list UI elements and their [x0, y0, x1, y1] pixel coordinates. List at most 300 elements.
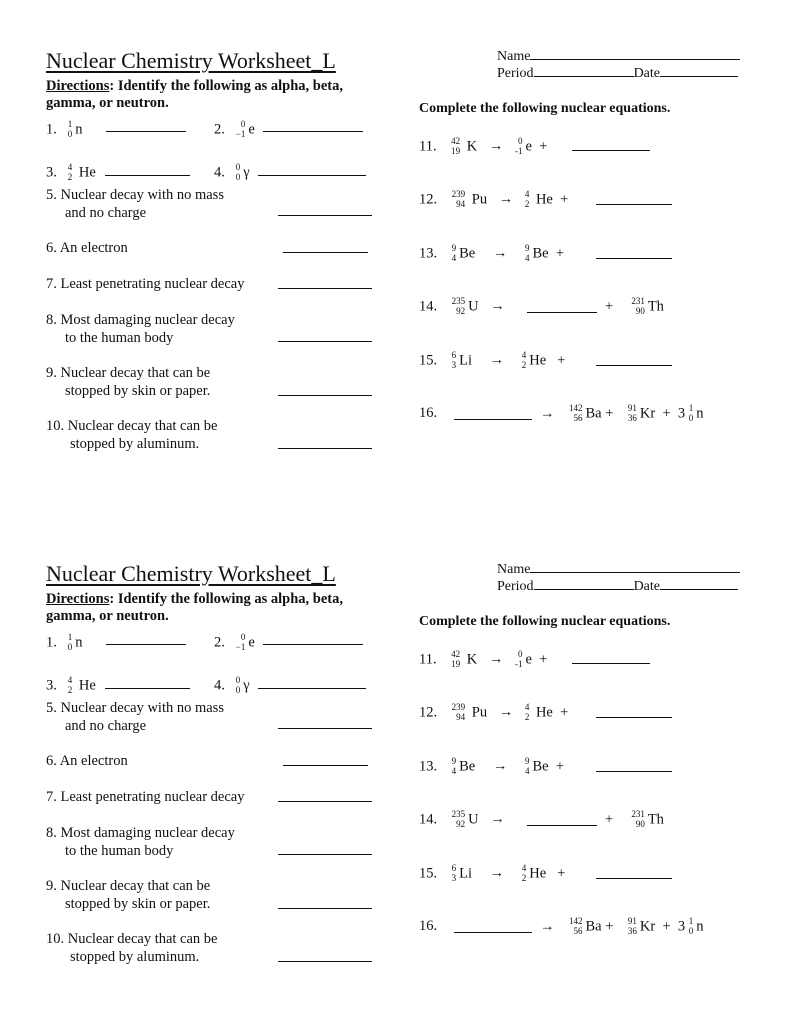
- question-text: stopped by aluminum.: [70, 949, 200, 965]
- equation-12: [419, 703, 568, 723]
- plus-sign: +: [560, 704, 569, 721]
- answer-line-4[interactable]: [258, 175, 366, 176]
- plus-sign: +: [557, 352, 566, 369]
- equation-number: 16.: [419, 918, 438, 934]
- symbol: γ: [243, 164, 250, 181]
- equation-14-blank[interactable]: [527, 312, 597, 313]
- equation-number: 11.: [419, 651, 437, 668]
- nuclide-number: 239: [451, 189, 466, 199]
- equation-15-blank[interactable]: [596, 365, 672, 366]
- nuclide-number: 4: [67, 675, 73, 685]
- nuclide-number: 0: [235, 172, 241, 182]
- reaction-arrow: →: [490, 298, 505, 315]
- plus-sign: +: [539, 651, 548, 668]
- symbol: Ba: [585, 918, 602, 935]
- directions: [46, 591, 343, 608]
- question-4: [214, 676, 250, 696]
- question-text: 10. Nuclear decay that can be: [46, 418, 218, 434]
- nuclide-number: 4: [451, 766, 457, 776]
- period-label: Period: [497, 66, 534, 81]
- nuclide-number: 0: [240, 119, 246, 129]
- question-1: [46, 120, 83, 140]
- answer-line-10[interactable]: [278, 961, 372, 962]
- nuclide-number: 0: [235, 675, 241, 685]
- nuclide-number: 3: [451, 360, 457, 370]
- symbol: γ: [243, 677, 250, 694]
- nuclide-notation: [631, 296, 645, 316]
- nuclide-number: 1: [67, 632, 73, 642]
- question-text: 8. Most damaging nuclear decay: [46, 312, 235, 328]
- nuclide-notation: [452, 189, 466, 209]
- nuclide-number: −1: [235, 129, 246, 139]
- question-text: to the human body: [65, 330, 174, 346]
- question-text: 7. Least penetrating nuclear decay: [46, 276, 245, 292]
- symbol: Li: [459, 352, 473, 369]
- nuclide-number: 0: [235, 685, 241, 695]
- nuclide-number: 42: [451, 649, 461, 659]
- symbol: K: [466, 651, 478, 668]
- worksheet-bottom: [0, 513, 791, 1024]
- symbol: He: [529, 352, 547, 369]
- answer-line-8[interactable]: [278, 854, 372, 855]
- nuclide-number: 4: [521, 350, 527, 360]
- reaction-arrow: →: [540, 405, 555, 422]
- nuclide-number: 235: [451, 809, 466, 819]
- nuclide-number: 9: [524, 756, 530, 766]
- question-number: 4.: [214, 677, 225, 694]
- equation-14: [419, 810, 513, 830]
- question-3: [46, 676, 96, 696]
- question-text: 10. Nuclear decay that can be: [46, 931, 218, 947]
- equation-number: 13.: [419, 245, 438, 262]
- nuclide-number: 94: [456, 199, 466, 209]
- date-field[interactable]: [660, 65, 738, 77]
- question-number: 2.: [214, 634, 225, 651]
- answer-line-10[interactable]: [278, 448, 372, 449]
- reaction-arrow: →: [489, 352, 505, 369]
- plus-sign: +: [662, 405, 671, 422]
- nuclide-number: 235: [451, 296, 466, 306]
- equation-number: 14.: [419, 811, 438, 828]
- nuclide-number: 142: [569, 403, 583, 413]
- answer-line-5[interactable]: [278, 215, 372, 216]
- nuclide-number: 2: [521, 360, 527, 370]
- equation-number: 12.: [419, 704, 438, 721]
- question-9: [46, 364, 210, 400]
- nuclide-notation: [689, 916, 694, 936]
- directions: [46, 78, 343, 95]
- reaction-arrow: →: [488, 138, 504, 155]
- answer-line-7[interactable]: [278, 801, 372, 802]
- nuclide-number: 2: [524, 199, 530, 209]
- nuclide-notation: [515, 649, 523, 669]
- plus-sign: +: [539, 138, 548, 155]
- coefficient: 3: [677, 405, 686, 422]
- equation-12: [419, 190, 568, 210]
- question-text: 8. Most damaging nuclear decay: [46, 825, 235, 841]
- equation-16: [419, 917, 437, 935]
- question-9: [46, 877, 210, 913]
- question-text: 5. Nuclear decay with no mass: [46, 700, 224, 716]
- nuclide-notation: [569, 403, 583, 423]
- symbol: Be: [459, 758, 476, 775]
- name-field[interactable]: [530, 48, 740, 60]
- nuclide-number: 0: [688, 926, 694, 936]
- question-text: 9. Nuclear decay that can be: [46, 365, 211, 381]
- nuclide-notation: [522, 863, 527, 883]
- date-label: Date: [633, 66, 660, 81]
- nuclide-number: 142: [569, 916, 583, 926]
- name-period-date: [497, 561, 740, 595]
- nuclide-notation: [522, 350, 527, 370]
- complete-heading: Complete the following nuclear equations.: [419, 101, 671, 116]
- nuclide-number: -1: [514, 659, 523, 669]
- equation-13: [419, 757, 564, 777]
- nuclide-notation: [628, 916, 637, 936]
- nuclide-number: -1: [514, 146, 523, 156]
- reaction-arrow: →: [498, 704, 514, 721]
- answer-line-3[interactable]: [105, 175, 190, 176]
- equation-16: [419, 404, 437, 422]
- nuclide-notation: [452, 296, 466, 316]
- question-3: [46, 163, 96, 183]
- directions-text-2: gamma, or neutron.: [46, 608, 169, 624]
- symbol: Th: [647, 298, 664, 315]
- symbol: e: [525, 651, 532, 668]
- nuclide-number: 2: [524, 712, 530, 722]
- symbol: e: [248, 121, 255, 138]
- nuclide-number: 2: [521, 873, 527, 883]
- symbol: n: [696, 405, 704, 422]
- symbol: Th: [647, 811, 664, 828]
- question-number: 1.: [46, 634, 57, 651]
- symbol: Pu: [471, 191, 488, 208]
- plus-sign: +: [605, 918, 614, 935]
- equation-number: 14.: [419, 298, 438, 315]
- nuclide-notation: [451, 136, 460, 156]
- nuclide-number: 36: [627, 926, 637, 936]
- question-text: and no charge: [65, 718, 147, 734]
- nuclide-notation: [515, 136, 523, 156]
- equation-14-blank[interactable]: [527, 825, 597, 826]
- nuclide-number: 239: [451, 702, 466, 712]
- complete-heading: Complete the following nuclear equations.: [419, 614, 671, 629]
- nuclide-number: 4: [521, 863, 527, 873]
- symbol: Ba: [585, 405, 602, 422]
- nuclide-notation: [525, 756, 530, 776]
- nuclide-number: 0: [517, 136, 523, 146]
- nuclide-notation: [628, 403, 637, 423]
- question-number: 4.: [214, 164, 225, 181]
- equation-16-products: [540, 917, 704, 937]
- nuclide-notation: [452, 756, 457, 776]
- equation-number: 16.: [419, 405, 438, 421]
- reaction-arrow: →: [492, 758, 508, 775]
- symbol: n: [696, 918, 704, 935]
- equation-15: [419, 351, 565, 371]
- answer-line-3[interactable]: [105, 688, 190, 689]
- symbol: U: [468, 811, 479, 828]
- nuclide-number: 1: [688, 403, 694, 413]
- name-label: Name: [497, 49, 531, 64]
- nuclide-number: 0: [67, 642, 73, 652]
- plus-sign: +: [605, 811, 614, 828]
- equation-14-product: [605, 297, 664, 317]
- nuclide-number: 9: [524, 243, 530, 253]
- answer-line-5[interactable]: [278, 728, 372, 729]
- nuclide-notation: [452, 702, 466, 722]
- question-5: [46, 699, 224, 735]
- nuclide-number: 4: [524, 766, 530, 776]
- nuclide-notation: [236, 119, 246, 139]
- symbol: Pu: [471, 704, 488, 721]
- nuclide-number: 0: [67, 129, 73, 139]
- symbol: He: [535, 191, 553, 208]
- reaction-arrow: →: [492, 245, 508, 262]
- equation-number: 11.: [419, 138, 437, 155]
- equation-11: [419, 650, 547, 670]
- nuclide-number: 9: [451, 756, 457, 766]
- question-text: stopped by skin or paper.: [65, 383, 211, 399]
- symbol: He: [78, 677, 96, 694]
- nuclide-number: 4: [524, 702, 530, 712]
- symbol: Li: [459, 865, 473, 882]
- nuclide-number: 4: [524, 253, 530, 263]
- nuclide-number: 4: [67, 162, 73, 172]
- equation-14: [419, 297, 513, 317]
- answer-line-7[interactable]: [278, 288, 372, 289]
- question-number: 3.: [46, 164, 57, 181]
- plus-sign: +: [555, 758, 565, 775]
- directions-label: Directions: [46, 78, 110, 94]
- answer-line-6[interactable]: [283, 252, 368, 253]
- question-4: [214, 163, 250, 183]
- nuclide-number: 19: [451, 146, 461, 156]
- question-1: [46, 633, 83, 653]
- equation-13-blank[interactable]: [596, 258, 672, 259]
- answer-line-1[interactable]: [106, 131, 186, 132]
- question-10: [46, 417, 218, 453]
- equation-11: [419, 137, 547, 157]
- nuclide-number: 1: [67, 119, 73, 129]
- symbol: Be: [532, 758, 549, 775]
- nuclide-number: 0: [517, 649, 523, 659]
- equation-11-blank[interactable]: [572, 663, 650, 664]
- answer-line-1[interactable]: [106, 644, 186, 645]
- symbol: Kr: [639, 918, 656, 935]
- question-text: 7. Least penetrating nuclear decay: [46, 789, 245, 805]
- directions-label: Directions: [46, 591, 110, 607]
- nuclide-number: 92: [456, 819, 466, 829]
- question-text: stopped by aluminum.: [70, 436, 200, 452]
- nuclide-number: 231: [631, 296, 645, 306]
- equation-11-blank[interactable]: [572, 150, 650, 151]
- nuclide-notation: [631, 809, 645, 829]
- nuclide-number: 2: [67, 685, 73, 695]
- nuclide-number: 56: [573, 413, 583, 423]
- equation-number: 13.: [419, 758, 438, 775]
- nuclide-notation: [452, 243, 457, 263]
- equation-13-blank[interactable]: [596, 771, 672, 772]
- equation-15: [419, 864, 565, 884]
- nuclide-notation: [525, 702, 530, 722]
- nuclide-number: 56: [573, 926, 583, 936]
- nuclide-number: 92: [456, 306, 466, 316]
- reaction-arrow: →: [489, 865, 505, 882]
- question-number: 2.: [214, 121, 225, 138]
- question-2: [214, 120, 255, 140]
- period-field[interactable]: [534, 578, 634, 590]
- question-number: 3.: [46, 677, 57, 694]
- nuclide-number: 36: [627, 413, 637, 423]
- nuclide-number: 91: [627, 403, 637, 413]
- symbol: n: [75, 121, 83, 138]
- reaction-arrow: →: [490, 811, 505, 828]
- equation-16-products: [540, 404, 704, 424]
- answer-line-8[interactable]: [278, 341, 372, 342]
- equation-14-product: [605, 810, 664, 830]
- nuclide-number: 19: [451, 659, 461, 669]
- nuclide-notation: [68, 119, 73, 139]
- symbol: K: [466, 138, 478, 155]
- directions-text-2-label: gamma, or neutron: [46, 95, 166, 111]
- question-5: [46, 186, 224, 222]
- directions-text: : Identify the following as alpha, beta,: [109, 591, 344, 607]
- symbol: Be: [532, 245, 549, 262]
- symbol: Kr: [639, 405, 656, 422]
- nuclide-number: 94: [456, 712, 466, 722]
- plus-sign: +: [605, 298, 614, 315]
- equation-number: 12.: [419, 191, 438, 208]
- question-text: 6. An electron: [46, 753, 128, 769]
- symbol: He: [78, 164, 96, 181]
- nuclide-number: −1: [235, 642, 246, 652]
- nuclide-notation: [451, 649, 460, 669]
- answer-line-9[interactable]: [278, 395, 372, 396]
- directions-text: : Identify the following as alpha, beta,: [109, 78, 344, 94]
- directions-text-2: gamma, or neutron.: [46, 95, 169, 111]
- answer-line-9[interactable]: [278, 908, 372, 909]
- question-text: 9. Nuclear decay that can be: [46, 878, 211, 894]
- symbol: He: [529, 865, 547, 882]
- symbol: Be: [459, 245, 476, 262]
- nuclide-number: 1: [688, 916, 694, 926]
- nuclide-notation: [452, 863, 457, 883]
- nuclide-number: 90: [635, 819, 645, 829]
- equation-number: 15.: [419, 352, 438, 369]
- worksheet-title: Nuclear Chemistry Worksheet_L: [46, 48, 336, 73]
- question-text: to the human body: [65, 843, 174, 859]
- plus-sign: +: [605, 405, 614, 422]
- nuclide-number: 6: [451, 350, 457, 360]
- question-text: and no charge: [65, 205, 147, 221]
- period-label: Period: [497, 579, 534, 594]
- nuclide-notation: [689, 403, 694, 423]
- plus-sign: +: [560, 191, 569, 208]
- plus-sign: +: [662, 918, 671, 935]
- plus-sign: +: [555, 245, 565, 262]
- question-2: [214, 633, 255, 653]
- question-8: [46, 311, 235, 347]
- nuclide-notation: [236, 675, 241, 695]
- question-text: 6. An electron: [46, 240, 128, 256]
- question-8: [46, 824, 235, 860]
- answer-line-2[interactable]: [263, 131, 363, 132]
- question-text: 5. Nuclear decay with no mass: [46, 187, 224, 203]
- question-10: [46, 930, 218, 966]
- nuclide-notation: [452, 350, 457, 370]
- answer-line-4[interactable]: [258, 688, 366, 689]
- question-number: 1.: [46, 121, 57, 138]
- equation-number: 15.: [419, 865, 438, 882]
- equation-12-blank[interactable]: [596, 204, 672, 205]
- date-label: Date: [633, 579, 660, 594]
- nuclide-number: 90: [635, 306, 645, 316]
- symbol: n: [75, 634, 83, 651]
- equation-12-blank[interactable]: [596, 717, 672, 718]
- name-field[interactable]: [530, 561, 740, 573]
- nuclide-number: 231: [631, 809, 645, 819]
- question-7: [46, 275, 244, 293]
- worksheet-title: Nuclear Chemistry Worksheet_L: [46, 561, 336, 586]
- equation-15-blank[interactable]: [596, 878, 672, 879]
- reaction-arrow: →: [498, 191, 514, 208]
- directions-text-2-label: gamma, or neutron: [46, 608, 166, 624]
- symbol: He: [535, 704, 553, 721]
- reaction-arrow: →: [540, 918, 555, 935]
- symbol: e: [525, 138, 532, 155]
- answer-line-2[interactable]: [263, 644, 363, 645]
- nuclide-number: 0: [235, 162, 241, 172]
- symbol: U: [468, 298, 479, 315]
- question-6: [46, 239, 128, 257]
- nuclide-notation: [452, 809, 466, 829]
- nuclide-notation: [68, 162, 73, 182]
- nuclide-number: 6: [451, 863, 457, 873]
- nuclide-number: 0: [240, 632, 246, 642]
- nuclide-number: 9: [451, 243, 457, 253]
- equation-16-blank[interactable]: [454, 419, 532, 420]
- equation-16-blank[interactable]: [454, 932, 532, 933]
- reaction-arrow: →: [488, 651, 504, 668]
- question-7: [46, 788, 244, 806]
- question-6: [46, 752, 128, 770]
- nuclide-notation: [569, 916, 583, 936]
- period-field[interactable]: [534, 65, 634, 77]
- coefficient: 3: [677, 918, 686, 935]
- equation-13: [419, 244, 564, 264]
- nuclide-number: 3: [451, 873, 457, 883]
- nuclide-notation: [525, 189, 530, 209]
- nuclide-notation: [68, 675, 73, 695]
- nuclide-number: 4: [451, 253, 457, 263]
- nuclide-number: 2: [67, 172, 73, 182]
- question-text: stopped by skin or paper.: [65, 896, 211, 912]
- nuclide-notation: [236, 632, 246, 652]
- symbol: e: [248, 634, 255, 651]
- plus-sign: +: [557, 865, 566, 882]
- nuclide-notation: [236, 162, 241, 182]
- name-period-date: [497, 48, 740, 82]
- nuclide-number: 42: [451, 136, 461, 146]
- nuclide-number: 0: [688, 413, 694, 423]
- answer-line-6[interactable]: [283, 765, 368, 766]
- name-label: Name: [497, 562, 531, 577]
- nuclide-number: 91: [627, 916, 637, 926]
- nuclide-notation: [68, 632, 73, 652]
- nuclide-notation: [525, 243, 530, 263]
- date-field[interactable]: [660, 578, 738, 590]
